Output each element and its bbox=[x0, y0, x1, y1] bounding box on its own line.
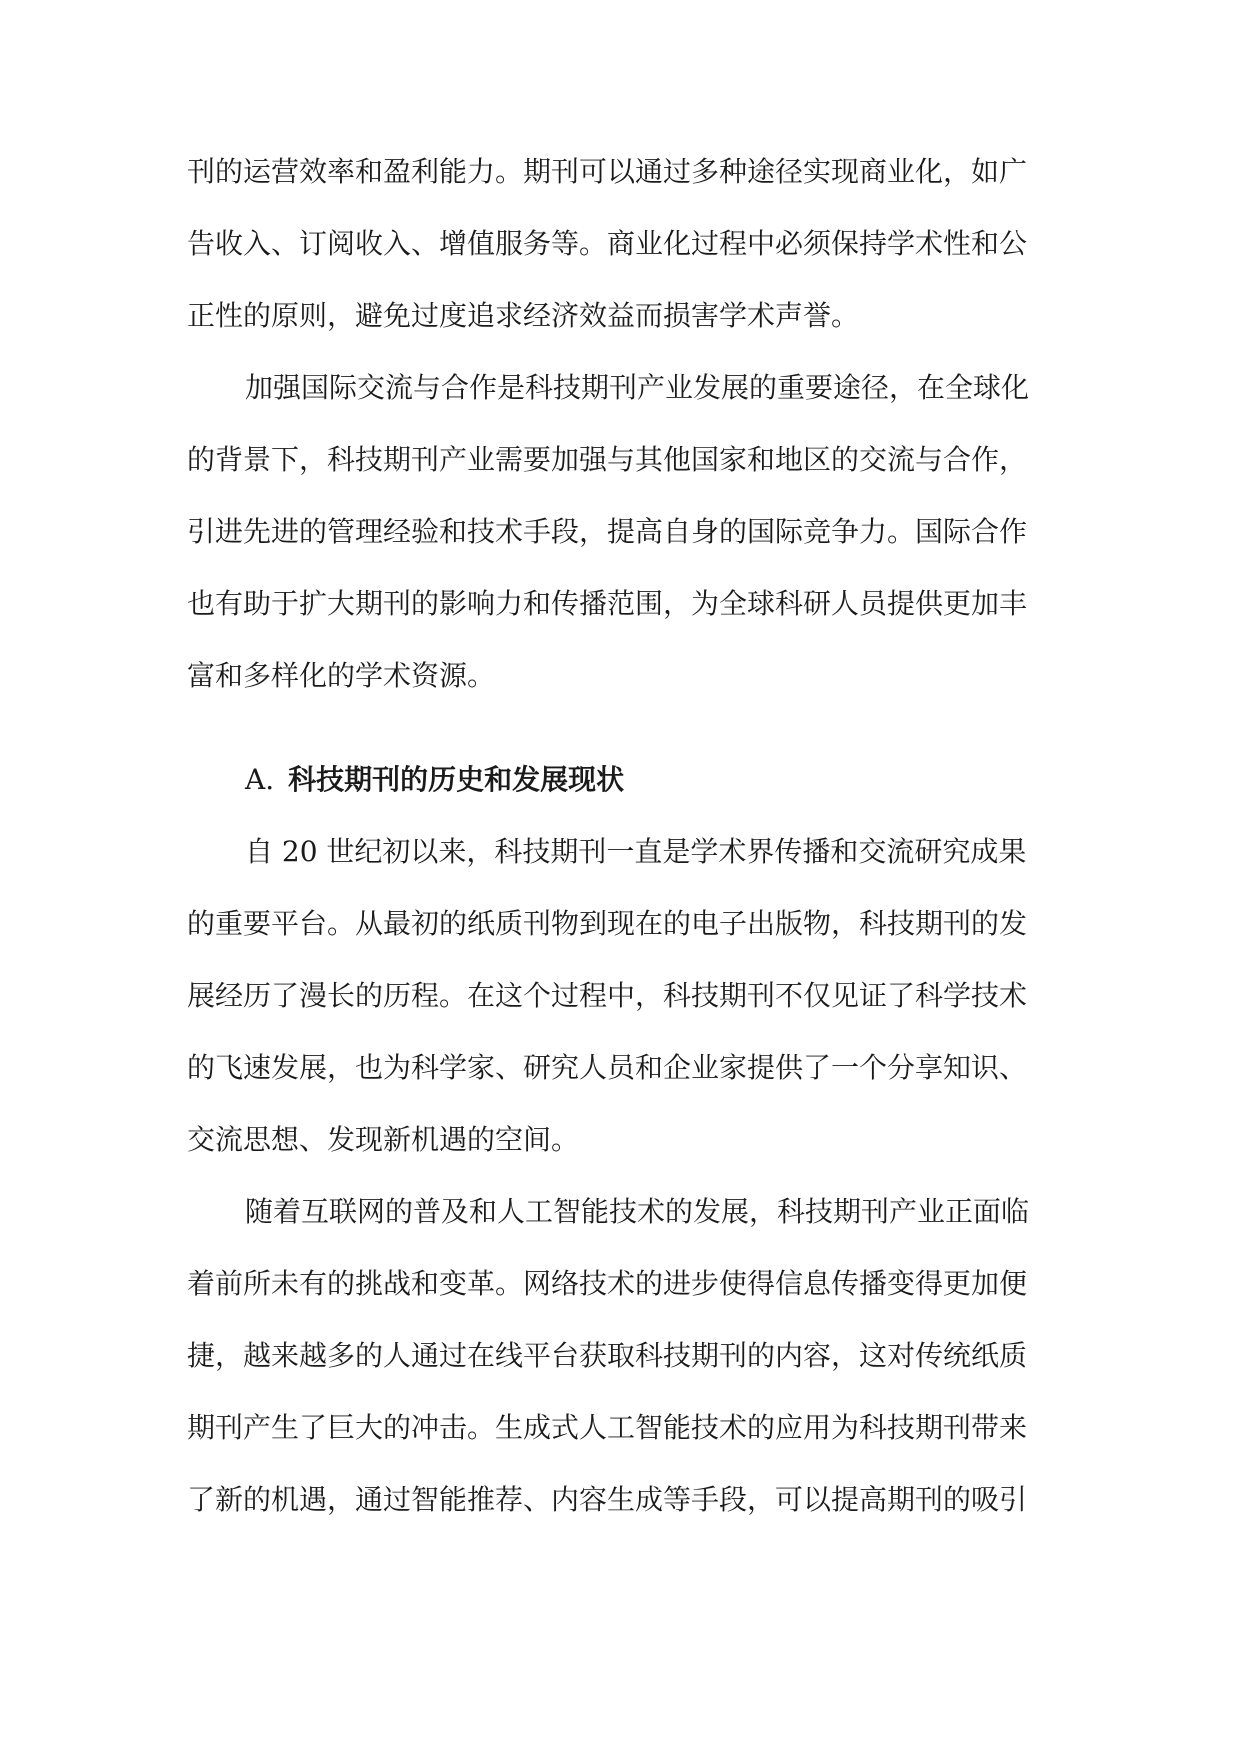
text-line: 也有助于扩大期刊的影响力和传播范围，为全球科研人员提供更加丰 bbox=[187, 587, 1028, 620]
section-number: A. bbox=[245, 763, 275, 796]
text-line: 加强国际交流与合作是科技期刊产业发展的重要途径，在全球化 bbox=[245, 371, 1030, 404]
text-line: 展经历了漫长的历程。在这个过程中，科技期刊不仅见证了科学技术 bbox=[187, 979, 1028, 1012]
text-line: 自 20 世纪初以来，科技期刊一直是学术界传播和交流研究成果 bbox=[245, 835, 1027, 868]
section-title: 科技期刊的历史和发展现状 bbox=[288, 763, 625, 796]
text-line: 引进先进的管理经验和技术手段，提高自身的国际竞争力。国际合作 bbox=[187, 515, 1028, 548]
text-line: 期刊产生了巨大的冲击。生成式人工智能技术的应用为科技期刊带来 bbox=[187, 1411, 1028, 1444]
paragraph-international-cooperation bbox=[187, 352, 1067, 712]
text-line: 富和多样化的学术资源。 bbox=[187, 659, 496, 692]
paragraph-commercialization bbox=[187, 136, 1067, 352]
text-line: 着前所未有的挑战和变革。网络技术的进步使得信息传播变得更加便 bbox=[187, 1267, 1028, 1300]
text-line: 捷，越来越多的人通过在线平台获取科技期刊的内容，这对传统纸质 bbox=[187, 1339, 1028, 1372]
text-line: 的飞速发展，也为科学家、研究人员和企业家提供了一个分享知识、 bbox=[187, 1051, 1028, 1084]
document-page bbox=[187, 136, 1067, 1536]
text-line: 随着互联网的普及和人工智能技术的发展，科技期刊产业正面临 bbox=[245, 1195, 1030, 1228]
text-line: 的重要平台。从最初的纸质刊物到现在的电子出版物，科技期刊的发 bbox=[187, 907, 1028, 940]
text-line: 了新的机遇，通过智能推荐、内容生成等手段，可以提高期刊的吸引 bbox=[187, 1483, 1028, 1516]
text-line: 交流思想、发现新机遇的空间。 bbox=[187, 1123, 580, 1156]
paragraph-history bbox=[187, 816, 1067, 1176]
section-heading bbox=[187, 744, 1067, 816]
text-line: 刊的运营效率和盈利能力。期刊可以通过多种途径实现商业化，如广 bbox=[187, 155, 1028, 188]
text-line: 正性的原则，避免过度追求经济效益而损害学术声誉。 bbox=[187, 299, 860, 332]
text-line: 告收入、订阅收入、增值服务等。商业化过程中必须保持学术性和公 bbox=[187, 227, 1028, 260]
paragraph-internet-ai bbox=[187, 1176, 1067, 1536]
text-line: 的背景下，科技期刊产业需要加强与其他国家和地区的交流与合作， bbox=[187, 443, 1028, 476]
